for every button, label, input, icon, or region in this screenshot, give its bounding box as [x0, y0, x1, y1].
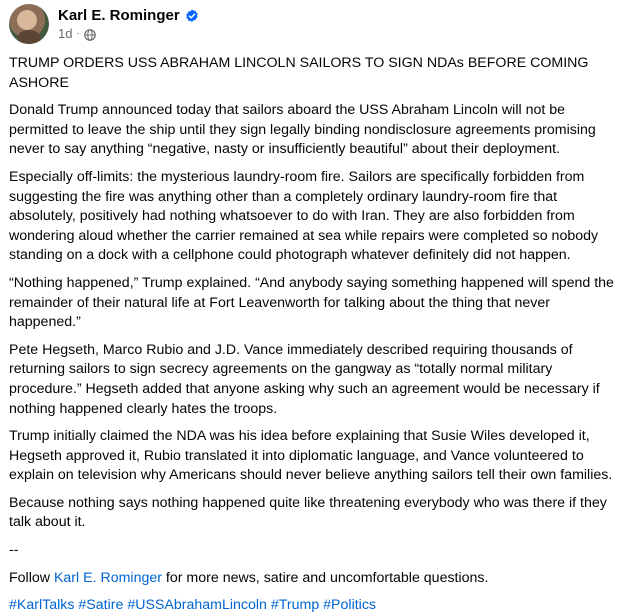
follow-prefix: Follow: [9, 569, 54, 586]
author-name[interactable]: Karl E. Rominger: [58, 7, 180, 24]
follow-suffix: for more news, satire and uncomfortable questions.: [161, 569, 489, 586]
post-paragraph: Because nothing says nothing happened quite like threatening everybody who was there if they talk about it.: [9, 494, 607, 531]
post-header: [9, 0, 614, 48]
post-headline: TRUMP ORDERS USS ABRAHAM LINCOLN SAILORS TO SIGN NDAs BEFORE COMING ASHORE: [9, 55, 589, 91]
verified-badge-icon: [185, 9, 199, 23]
author-mention-link[interactable]: Karl E. Rominger: [53, 569, 162, 586]
hashtag-link[interactable]: #KarlTalks: [9, 597, 75, 614]
hashtag-link[interactable]: #USSAbrahamLincoln: [127, 597, 267, 614]
post-body: [9, 54, 614, 616]
post-paragraph: Especially off-limits: the mysterious laundry-room fire. Sailors are specifically forbidden from suggesting the fire was anything other than a completely ordinary laundry-room fire that absolutely, positively had nothing whatsoever to do with Iran. They are also forbidden from wondering aloud whether the carrier remained at sea while repairs were completed so nobody standing on a dock with a cellphone could photograph whatever definitely did not happen.: [9, 168, 599, 264]
post-subline: [58, 25, 199, 42]
post-paragraph: Pete Hegseth, Marco Rubio and J.D. Vance immediately described requiring thousands of returning sailors to sign secrecy agreements on the gangway as “totally normal military procedure.” Hegseth added that anyone asking why such an agreement would be necessary if nothing happened clearly hates the troops.: [9, 341, 600, 417]
post-paragraph: Trump initially claimed the NDA was his idea before explaining that Susie Wiles developed it, Hegseth approved it, Rubio translated it into diplomatic language, and Vance volunteered to explain on television why Americans should never believe anything sailors tell their own families.: [9, 428, 613, 484]
author-name-row: [58, 6, 199, 25]
hashtag-line: [9, 596, 614, 616]
post-paragraph: Donald Trump announced today that sailors aboard the USS Abraham Lincoln will not be permitted to leave the ship until they sign legally binding nondisclosure agreements promising never to say anything “negative, nasty or insufficiently beautiful” about their deployment.: [9, 102, 596, 158]
author-avatar[interactable]: [9, 4, 49, 44]
post-paragraph: “Nothing happened,” Trump explained. “And anybody saying something happened will spend the remainder of their natural life at Fort Leavenworth for talking about the thing that never happened.”: [9, 274, 614, 331]
follow-line: [9, 569, 614, 589]
post-separator: --: [9, 542, 19, 559]
hashtag-link[interactable]: #Trump: [270, 597, 320, 614]
hashtag-link[interactable]: #Politics: [323, 597, 377, 614]
globe-icon[interactable]: [84, 28, 96, 40]
author-meta: [58, 6, 199, 42]
separator-dot: ·: [76, 28, 80, 39]
hashtag-link[interactable]: #Satire: [78, 597, 124, 614]
post-timestamp[interactable]: 1d: [58, 26, 73, 41]
